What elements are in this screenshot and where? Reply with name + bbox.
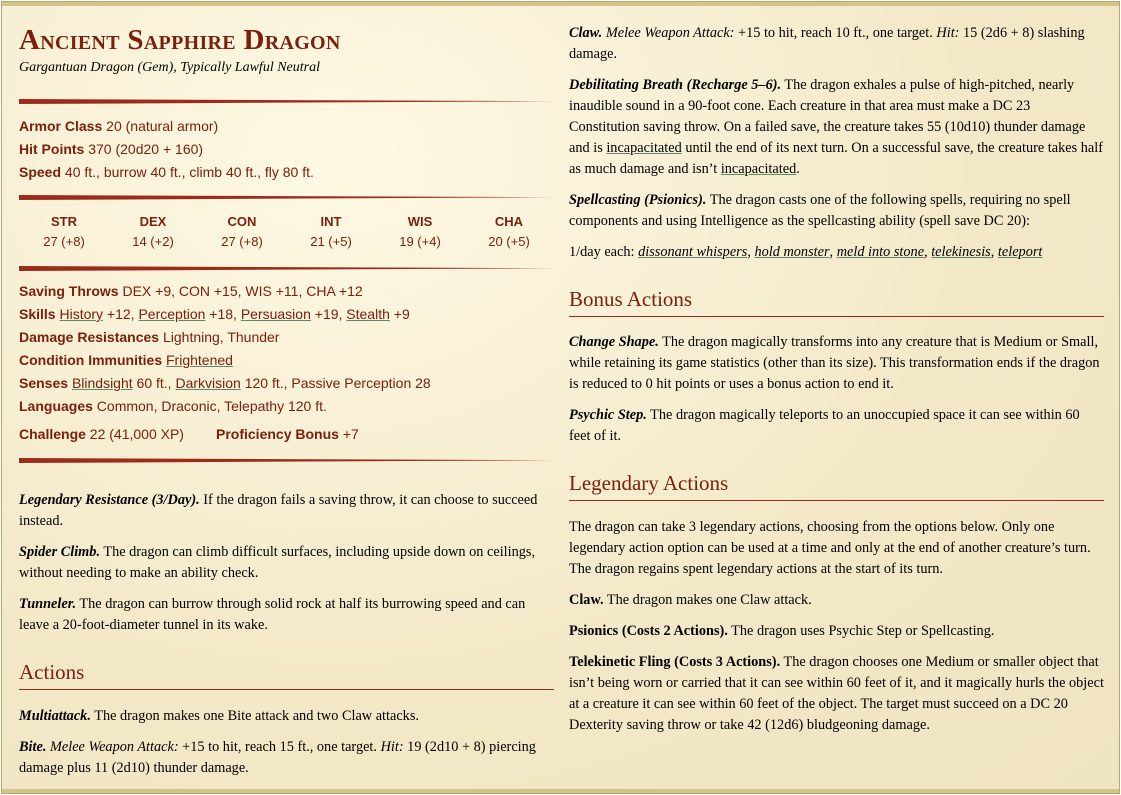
challenge-line — [19, 424, 184, 444]
action-text: +15 to hit, reach 10 ft., one target. — [734, 25, 937, 41]
ability-dex — [118, 214, 188, 249]
action-debilitating-breath — [569, 75, 1104, 180]
spell-link-telekinesis[interactable]: telekinesis — [931, 244, 991, 260]
condition-immunities-label: Condition Immunities — [19, 352, 163, 368]
action-spellcasting — [569, 190, 1104, 232]
legendary-psionics — [569, 621, 1104, 642]
hit-label: Hit: — [380, 739, 404, 755]
condition-immunities-line — [19, 350, 233, 370]
action-text: until the end of its next turn. On a successful save, the creature takes half as much damage and isn’t — [569, 140, 1103, 177]
divider — [19, 266, 554, 271]
bonus-psychic-step — [569, 405, 1104, 447]
senses-line — [19, 373, 431, 393]
skills-line — [19, 304, 410, 324]
legendary-telekinetic-fling — [569, 652, 1104, 736]
armor-class-line — [19, 116, 218, 136]
skill-bonus: +9 — [389, 306, 410, 322]
trait-legendary-resistance — [19, 490, 554, 532]
divider — [19, 458, 554, 463]
ability-value: 21 (+5) — [310, 234, 352, 249]
monster-name: Ancient Sapphire Dragon — [19, 24, 341, 56]
speed-line — [19, 162, 314, 182]
spell-link-dissonant-whispers[interactable]: dissonant whispers — [638, 244, 748, 260]
attack-type: Melee Weapon Attack: — [46, 739, 179, 755]
spell-list: 1/day each: dissonant whispers, hold monster, meld into stone, telekinesis, teleport — [569, 244, 1043, 260]
skill-bonus: +12, — [103, 306, 139, 322]
damage-resistances-value: Lightning, Thunder — [162, 329, 280, 345]
monster-subtitle: Gargantuan Dragon (Gem), Typically Lawful Neutral — [19, 60, 320, 75]
action-text: The dragon chooses one Medium or smaller object that isn’t being worn or carried that it can see within 60 feet of it, and it magically hurls the object at a creature it can see within 60 feet of the object. The target must succeed on a DC 20 Dexterity saving throw or take 42 (12d6) bludgeoning damage. — [569, 654, 1104, 733]
action-name: Telekinetic Fling (Costs 3 Actions). — [569, 654, 781, 670]
trait-tunneler — [19, 594, 554, 636]
ability-label: INT — [320, 214, 342, 229]
action-name: Debilitating Breath (Recharge 5–6). — [569, 77, 782, 93]
action-text: The dragon magically teleports to an unoccupied space it can see within 60 feet of it. — [569, 407, 1080, 444]
action-text: The dragon casts one of the following spells, requiring no spell components and using Intelligence as the spellcasting ability (spell save DC 20): — [569, 192, 1071, 229]
bonus-change-shape — [569, 332, 1104, 395]
proficiency-line — [216, 424, 359, 444]
sense-link-darkvision[interactable]: Darkvision — [175, 375, 241, 391]
legendary-claw — [569, 590, 1104, 611]
trait-text: The dragon can climb difficult surfaces, including upside down on ceilings, without needing to make an ability check. — [19, 544, 536, 581]
action-text: The dragon makes one Claw attack. — [603, 592, 812, 608]
action-name: Change Shape. — [569, 334, 659, 350]
action-text: +15 to hit, reach 15 ft., one target. — [178, 739, 381, 755]
languages-label: Languages — [19, 398, 93, 414]
challenge-value: 22 (41,000 XP) — [89, 426, 184, 442]
ability-label: DEX — [139, 214, 167, 229]
action-name: Psychic Step. — [569, 407, 647, 423]
action-name: Claw. — [569, 592, 604, 608]
skill-link-persuasion[interactable]: Persuasion — [240, 306, 311, 322]
trait-name: Spider Climb. — [19, 544, 101, 560]
armor-class-label: Armor Class — [19, 118, 103, 134]
hit-points-value: 370 (20d20 + 160) — [88, 141, 204, 157]
trait-spider-climb — [19, 542, 554, 584]
spell-link-meld-into-stone[interactable]: meld into stone — [836, 244, 925, 260]
spell-link-teleport[interactable]: teleport — [997, 244, 1043, 260]
senses-label: Senses — [19, 375, 69, 391]
trait-text: The dragon can burrow through solid rock at half its burrowing speed and can leave a 20-foot-diameter tunnel in its wake. — [19, 596, 526, 633]
action-text: The dragon exhales a pulse of high-pitched, nearly inaudible sound in a 90-foot cone. Each creature in that area must make a DC 23 Constitution saving throw. On a failed save, the creature takes 55 (10d10) thunder damage and is — [569, 77, 1086, 156]
action-name: Multiattack. — [19, 708, 91, 724]
saving-throws-line — [19, 281, 363, 301]
saving-throws-label: Saving Throws — [19, 283, 119, 299]
attack-type: Melee Weapon Attack: — [602, 25, 735, 41]
ability-label: WIS — [407, 214, 433, 229]
damage-resistances-line — [19, 327, 279, 347]
action-text: 15 (2d6 + 8) slashing damage. — [569, 25, 1085, 62]
spell-frequency: 1/day each: — [569, 244, 639, 260]
stat-block — [2, 2, 1119, 793]
legendary-actions-heading: Legendary Actions — [569, 471, 1104, 501]
hit-points-line — [19, 139, 203, 159]
condition-link-incapacitated[interactable]: incapacitated — [606, 140, 682, 156]
hit-label: Hit: — [936, 25, 960, 41]
divider — [19, 99, 554, 104]
action-claw — [569, 23, 1104, 65]
action-text: The dragon makes one Bite attack and two Claw attacks. — [90, 708, 419, 724]
skill-link-stealth[interactable]: Stealth — [346, 306, 390, 322]
hit-points-label: Hit Points — [19, 141, 85, 157]
ability-label: CHA — [494, 214, 524, 229]
ability-str — [29, 214, 99, 249]
skill-link-history[interactable]: History — [59, 306, 104, 322]
senses-text: 120 ft., Passive Perception 28 — [240, 375, 431, 391]
sense-link-blindsight[interactable]: Blindsight — [71, 375, 133, 391]
skill-bonus: +19, — [310, 306, 347, 322]
skill-bonus: +18, — [205, 306, 241, 322]
action-name: Psionics (Costs 2 Actions). — [569, 623, 728, 639]
action-text: 19 (2d10 + 8) piercing damage plus 11 (2d10) thunder damage. — [19, 739, 536, 776]
condition-link-incapacitated[interactable]: incapacitated — [720, 161, 797, 177]
senses-text: 60 ft., — [132, 375, 176, 391]
action-name: Claw. — [569, 25, 603, 41]
skills-label: Skills — [19, 306, 56, 322]
ability-wis — [385, 214, 455, 249]
proficiency-label: Proficiency Bonus — [216, 426, 339, 442]
action-name: Bite. — [19, 739, 47, 755]
trait-text: If the dragon fails a saving throw, it can choose to succeed instead. — [19, 492, 538, 529]
damage-resistances-label: Damage Resistances — [19, 329, 160, 345]
spell-link-hold-monster[interactable]: hold monster — [754, 244, 830, 260]
ability-value: 19 (+4) — [399, 234, 441, 249]
armor-class-value: 20 (natural armor) — [106, 118, 219, 134]
action-text: The dragon uses Psychic Step or Spellcasting. — [727, 623, 995, 639]
action-text: . — [796, 161, 800, 177]
ability-value: 27 (+8) — [221, 234, 263, 249]
ability-cha — [474, 214, 544, 249]
saving-throws-value: DEX +9, CON +15, WIS +11, CHA +12 — [122, 283, 363, 299]
ability-value: 20 (+5) — [488, 234, 530, 249]
ability-int — [296, 214, 366, 249]
ability-label: CON — [227, 214, 257, 229]
trait-name: Legendary Resistance (3/Day). — [19, 492, 200, 508]
action-name: Spellcasting (Psionics). — [569, 192, 707, 208]
bonus-actions-heading: Bonus Actions — [569, 287, 1104, 317]
ability-value: 27 (+8) — [43, 234, 85, 249]
ability-value: 14 (+2) — [132, 234, 174, 249]
ability-con — [207, 214, 277, 249]
action-multiattack — [19, 706, 554, 727]
divider — [19, 195, 554, 200]
trait-name: Tunneler. — [19, 596, 77, 612]
ability-label: STR — [51, 214, 77, 229]
legendary-intro: The dragon can take 3 legendary actions, choosing from the options below. Only one legendary action option can be used at a time and only at the end of another creature’s turn. The dragon regains spent legendary actions at the start of its turn. — [569, 519, 1091, 577]
condition-link-frightened[interactable]: Frightened — [166, 352, 233, 368]
challenge-label: Challenge — [19, 426, 86, 442]
speed-label: Speed — [19, 164, 62, 180]
languages-line — [19, 396, 327, 416]
languages-value: Common, Draconic, Telepathy 120 ft. — [96, 398, 327, 414]
speed-value: 40 ft., burrow 40 ft., climb 40 ft., fly 80 ft. — [64, 164, 314, 180]
skill-link-perception[interactable]: Perception — [138, 306, 206, 322]
proficiency-value: +7 — [342, 426, 359, 442]
actions-heading: Actions — [19, 660, 554, 690]
action-text: The dragon magically transforms into any creature that is Medium or Small, while retaining its game statistics (other than its size). This transformation ends if the dragon is reduced to 0 hit points or uses a bonus action to end it. — [569, 334, 1100, 392]
action-bite — [19, 737, 554, 779]
